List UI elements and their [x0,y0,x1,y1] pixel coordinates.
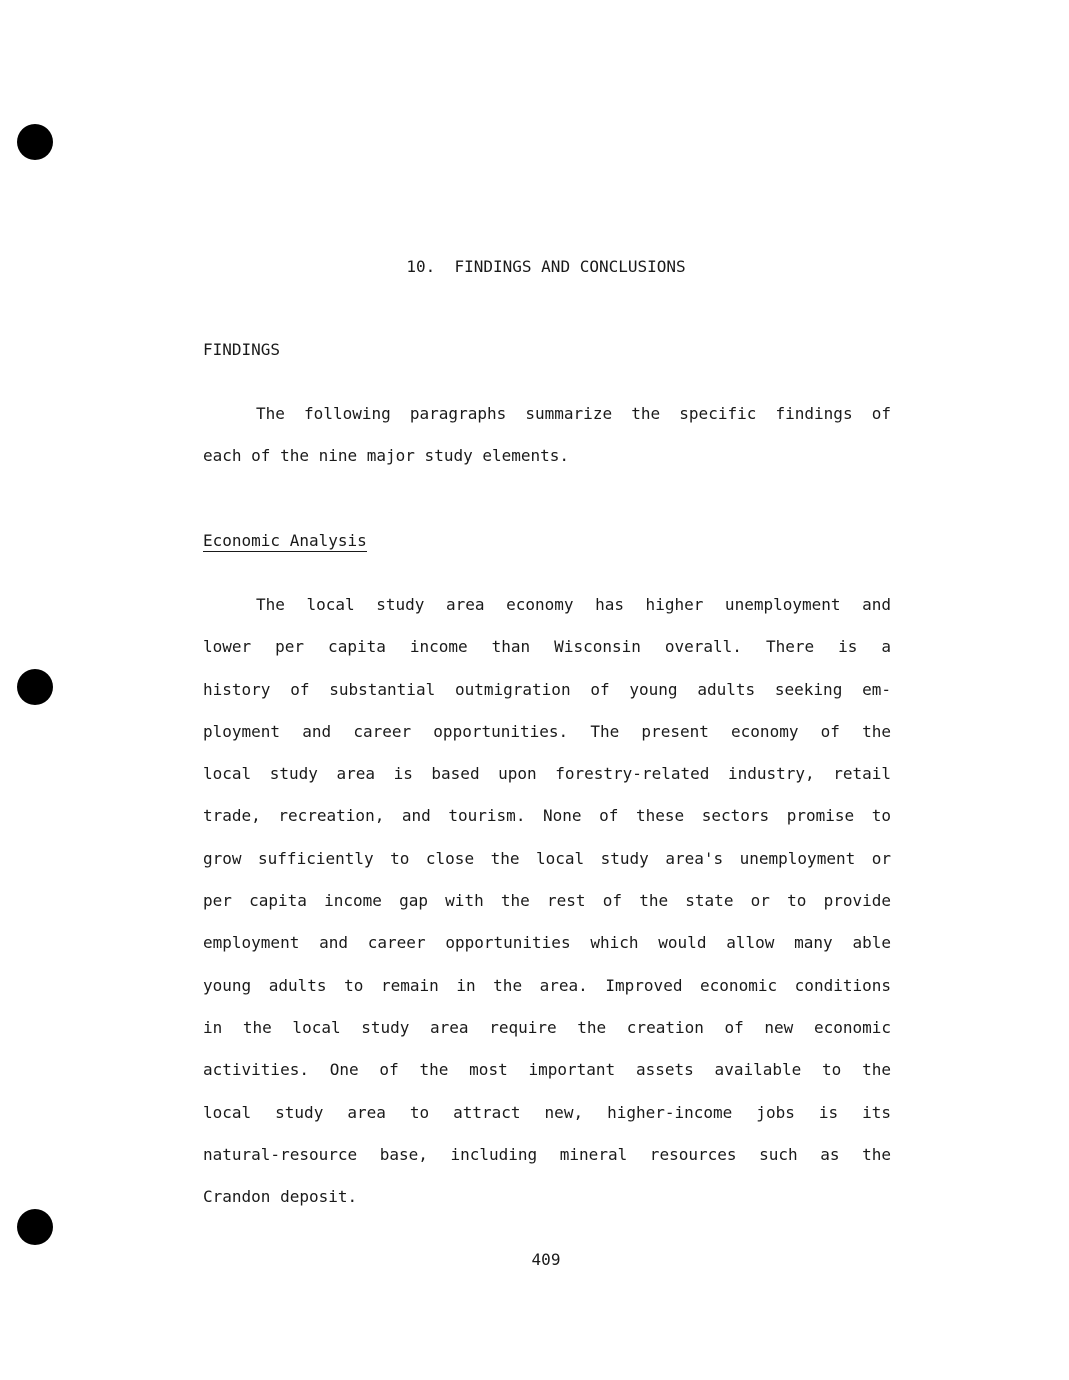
paragraph-line: natural-resource base, including mineral resources such as the [203,1144,891,1164]
paragraph-line: The following paragraphs summarize the specific findings of [256,404,891,423]
punch-hole-top [17,124,53,160]
paragraph-line: ployment and career opportunities. The present economy of the [203,721,891,741]
paragraph-line: The local study area economy has higher unemployment and [256,595,891,614]
paragraph-line: activities. One of the most important assets available to the [203,1060,891,1080]
chapter-title: 10. FINDINGS AND CONCLUSIONS [406,257,686,276]
punch-hole-middle [17,669,53,705]
paragraph-line: lower per capita income than Wisconsin overall. There is a [203,637,891,657]
paragraph-line: trade, recreation, and tourism. None of these sectors promise to [203,806,891,826]
paragraph-line: each of the nine major study elements. [203,446,570,466]
paragraph-line: Crandon deposit. [203,1187,358,1207]
section-heading: FINDINGS [203,340,281,359]
punch-hole-bottom [17,1209,53,1245]
paragraph-line: local study area to attract new, higher-income jobs is its [203,1102,891,1122]
paragraph-line: grow sufficiently to close the local study area's unemployment or [203,848,891,868]
paragraph-line: local study area is based upon forestry-related industry, retail [203,764,891,784]
economic-analysis-paragraph [203,595,891,1229]
paragraph-line: history of substantial outmigration of young adults seeking em- [203,679,891,699]
paragraph-line: per capita income gap with the rest of the state or to provide [203,891,891,911]
paragraph-line: employment and career opportunities which would allow many able [203,933,891,953]
intro-paragraph [203,404,891,489]
subsection-heading: Economic Analysis [203,531,367,550]
page-number: 409 [531,1250,561,1269]
paragraph-line: in the local study area require the creation of new economic [203,1017,891,1037]
paragraph-line: young adults to remain in the area. Improved economic conditions [203,975,891,995]
